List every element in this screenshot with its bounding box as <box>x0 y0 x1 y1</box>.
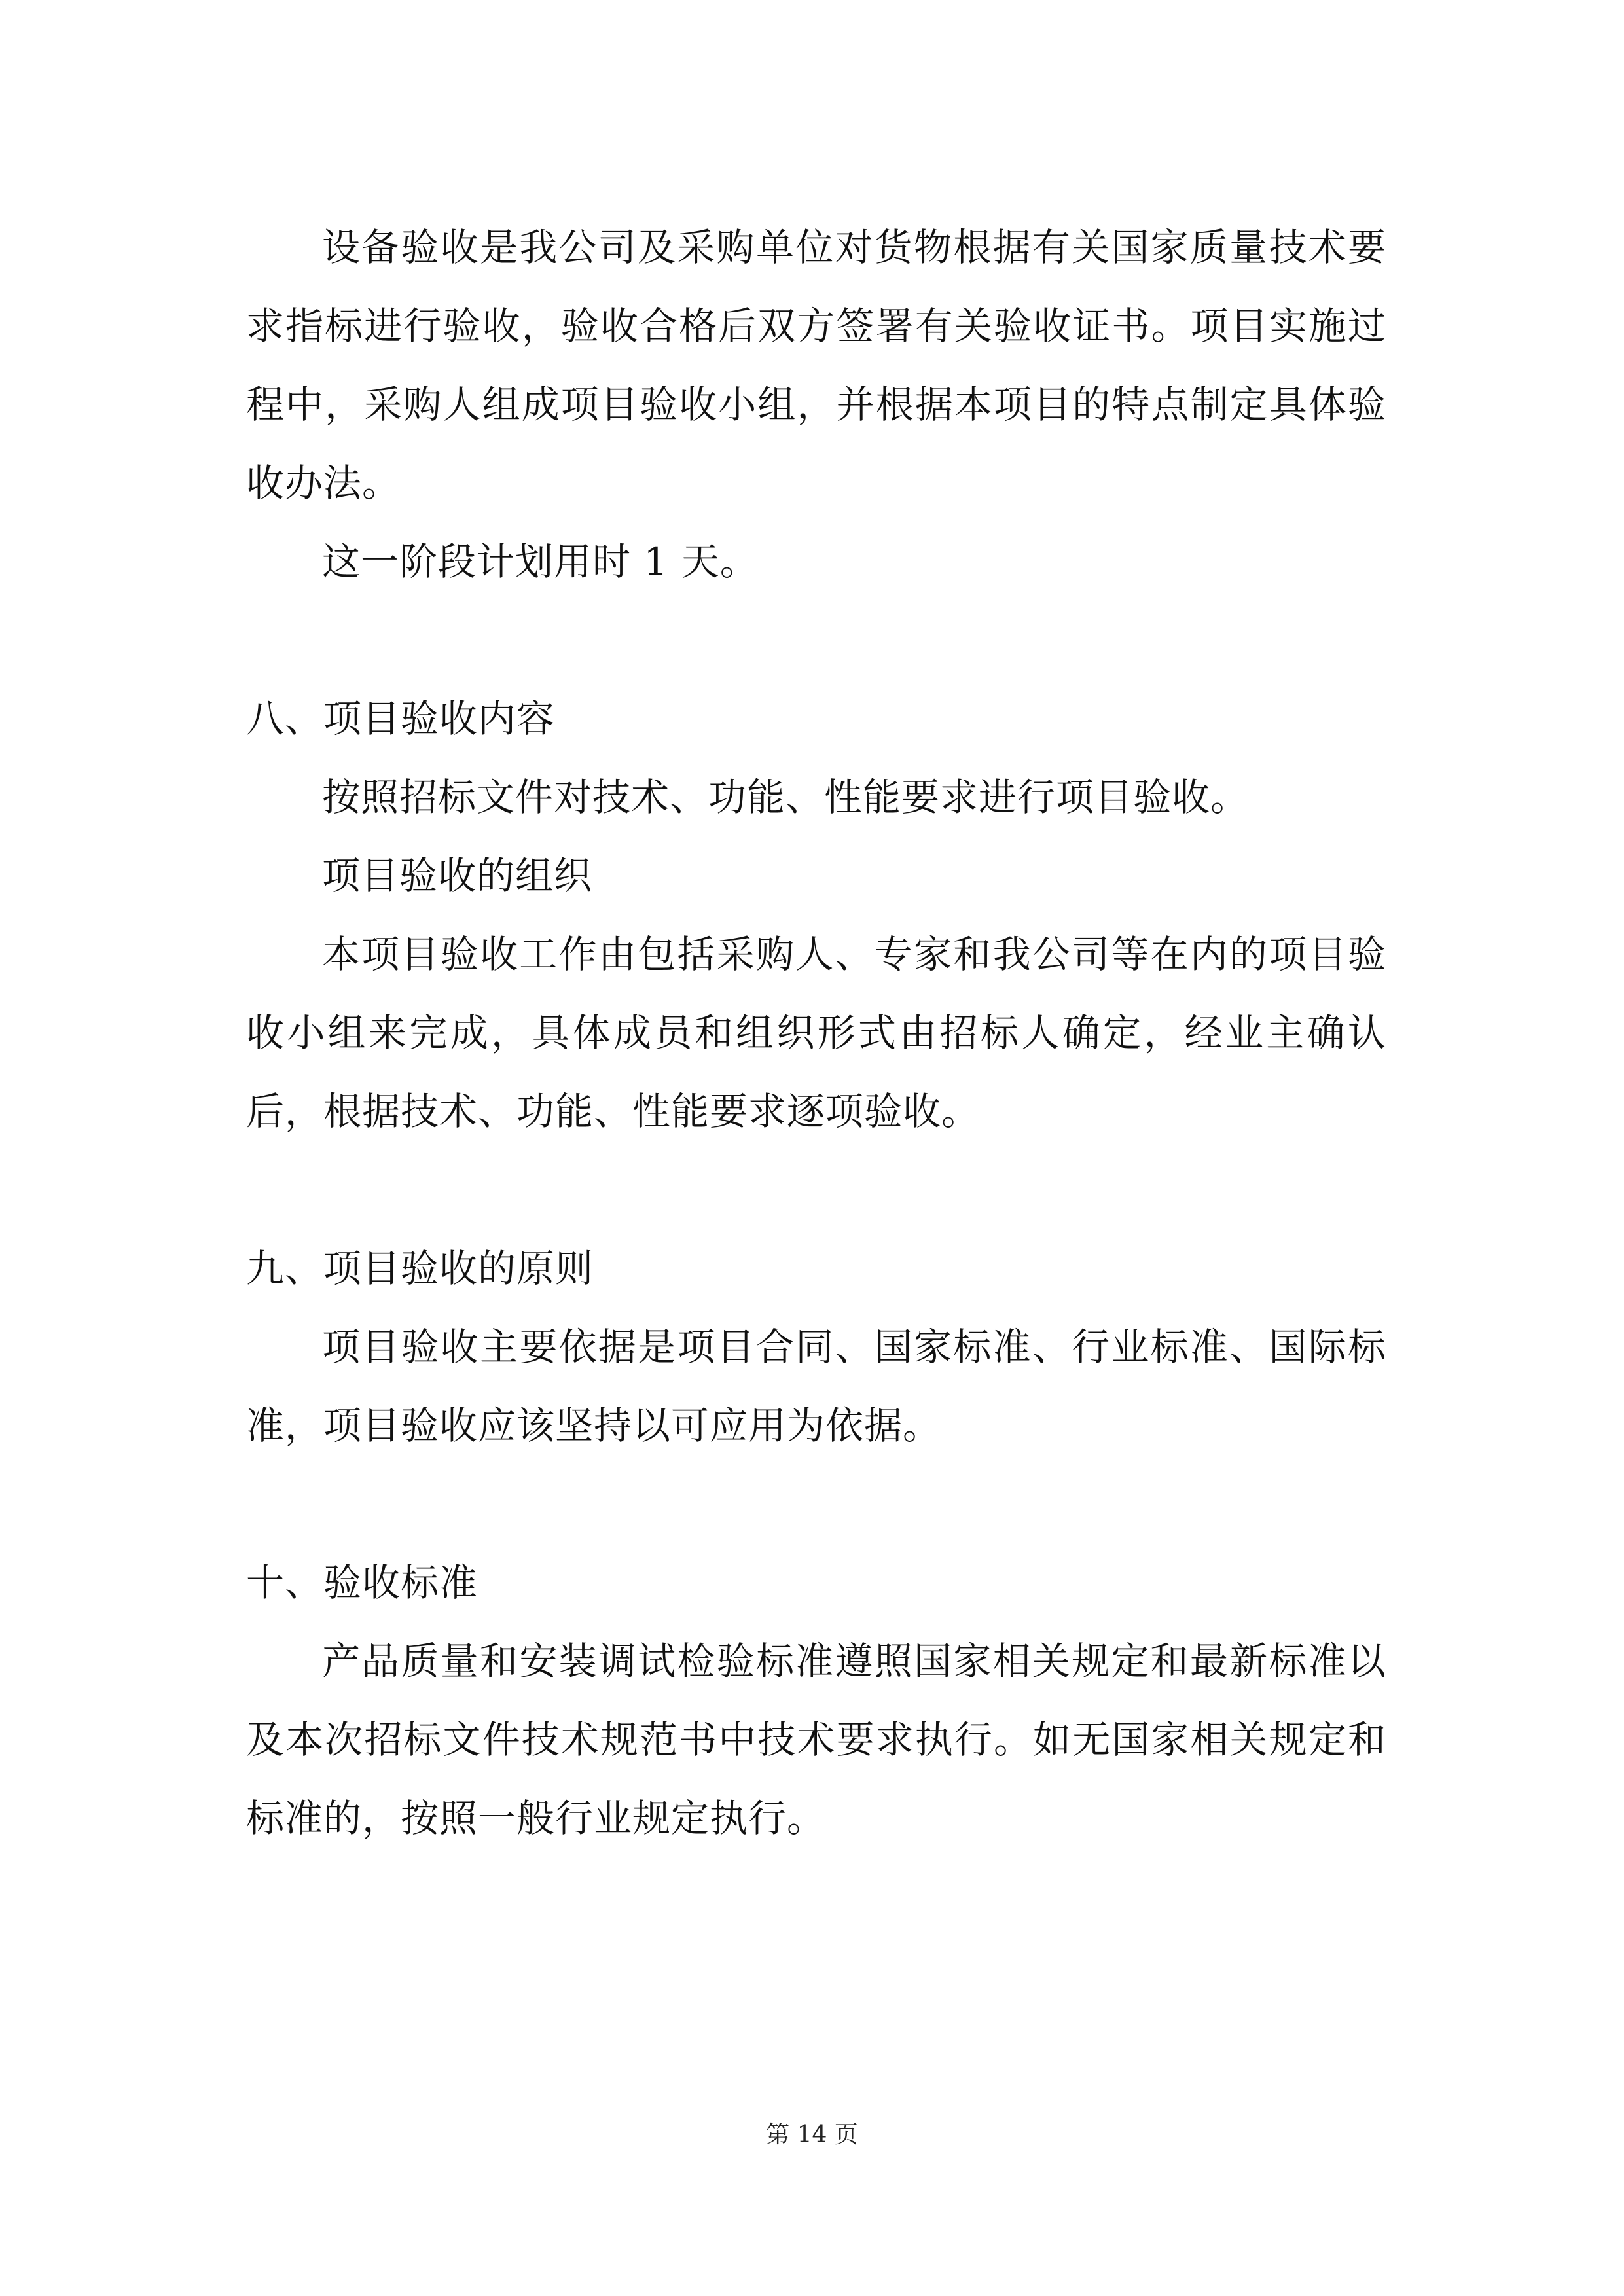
paragraph-acceptance-content: 按照招标文件对技术、功能、性能要求进行项目验收。 <box>322 775 1250 819</box>
section-spacer <box>246 1151 1386 1229</box>
document-body <box>246 208 1386 1857</box>
section-heading-8: 八、项目验收内容 <box>246 696 556 741</box>
paragraph-equipment-acceptance: 设备验收是我公司及采购单位对货物根据有关国家质量技术要求指标进行验收，验收合格后双方签署有关验收证书。项目实施过程中，采购人组成项目验收小组，并根据本项目的特点制定具体验收办法。 <box>246 225 1386 505</box>
paragraph-schedule: 这一阶段计划用时 1 天。 <box>322 539 759 584</box>
section-heading-10: 十、验收标准 <box>246 1560 478 1605</box>
section-spacer <box>246 601 1386 679</box>
section-heading-9: 九、项目验收的原则 <box>246 1246 594 1291</box>
subheading-acceptance-organization: 项目验收的组织 <box>322 853 593 898</box>
page-number: 第 14 页 <box>766 2121 858 2148</box>
paragraph-acceptance-organization: 本项目验收工作由包括采购人、专家和我公司等在内的项目验收小组来完成，具体成员和组织形式由招标人确定，经业主确认后，根据技术、功能、性能要求逐项验收。 <box>246 932 1386 1134</box>
paragraph-acceptance-principles: 项目验收主要依据是项目合同、国家标准、行业标准、国际标准，项目验收应该坚持以可应用为依据。 <box>246 1325 1386 1448</box>
paragraph-acceptance-standards: 产品质量和安装调试检验标准遵照国家相关规定和最新标准以及本次招标文件技术规范书中技术要求执行。如无国家相关规定和标准的，按照一般行业规定执行。 <box>246 1639 1386 1840</box>
section-spacer <box>246 1465 1386 1543</box>
